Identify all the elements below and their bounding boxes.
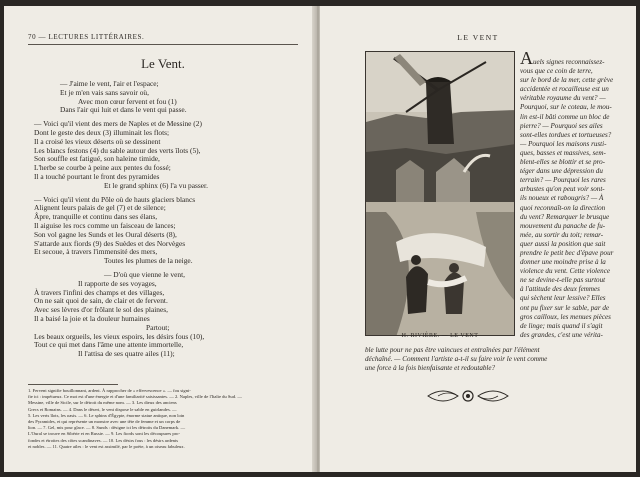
- question-line: prendre le petit bec d'épave pour: [520, 248, 614, 257]
- footnote-line: 5. Les verts îlots, les oasis. — 6. Le sphinx d'Égypte, énorme statue antique, non loin: [28, 412, 185, 418]
- question-line: ne se devine-t-elle pas surtout: [520, 276, 606, 285]
- footnote-line: Messine, ville de Sicile, sur le détroit du même nom. — 3. Les dieux des anciens: [28, 400, 177, 406]
- poem-line: Son vol gagne les Sunds et les Oural déserts (8),: [34, 229, 177, 239]
- header-rule: [28, 44, 298, 45]
- question-line: du vent? Remarquer le brusque: [520, 212, 610, 221]
- footnote-line: lion. — 7. Gel, mis pour glace. — 8. Sunds : désigne ici les détroits du Danemark. —: [28, 425, 186, 431]
- poem-line: Partout;: [146, 322, 170, 332]
- poem-line: Et je m'en vais sans savoir où,: [60, 87, 149, 97]
- right-page: [320, 6, 636, 472]
- drop-cap: A: [520, 48, 533, 68]
- running-head-right: LE VENT: [457, 33, 499, 42]
- poem-line: Il rapporte de ses voyages,: [78, 278, 157, 288]
- poem-line: Il a croisé les vieux déserts où se dessinent: [34, 136, 161, 146]
- question-line: mouvement du panache de fu-: [520, 221, 606, 230]
- question-line: des grandes, c'est une vérita-: [520, 330, 603, 339]
- question-line: de linge; mais quand il s'agit: [520, 321, 603, 330]
- poem-line: L'herbe se courbe à peine aux pentes du fossé;: [34, 163, 171, 173]
- poem-line: Il l'attisa de ses quatre ailes (11);: [78, 349, 175, 359]
- poem-line: Il a touché pourtant le front des pyramides: [34, 171, 160, 181]
- question-line: qui sèchent leur lessive? Elles: [520, 294, 606, 303]
- poem-body: [34, 80, 298, 359]
- question-line: ques, basses et massives, sem-: [520, 148, 606, 157]
- question-line: ils noueux et rabougris? — À: [520, 194, 604, 203]
- illustration-caption: H. RIVIÈRE. — LE VENT: [401, 333, 479, 339]
- left-page: [4, 6, 316, 472]
- decorative-ornament: [418, 384, 518, 408]
- footnote-line: Grecs et Romains. — 4. Dans le désert, le vent dispose le sable en guirlandes. —: [28, 406, 177, 412]
- poem-line: Et secoue, à travers l'immensité des mers,: [34, 247, 158, 257]
- poem-line: On ne sait quoi de sain, de clair et de fervent.: [34, 296, 168, 306]
- footnote-line: 1. Fervent signifie bouillonnant, ardent. À rapprocher de « effervescence ». — fou signi-: [28, 388, 191, 393]
- question-line: gros cailloux, les menues pièces: [520, 312, 611, 321]
- question-line: terrain? — Pourquoi les rares: [520, 176, 606, 185]
- question-line: accidentée et rocailleuse est un: [520, 85, 609, 94]
- poem-line: Avec ses lèvres d'or frôlant le sol des plaines,: [34, 305, 168, 315]
- poem-line: Et le grand sphinx (6) l'a vu passer.: [104, 180, 208, 190]
- running-head-left: 70 — LECTURES LITTÉRAIRES.: [28, 33, 145, 41]
- poem-line: Tout ce qui met dans l'âme une attente immortelle,: [34, 340, 184, 350]
- question-line: donner une moindre prise à la: [520, 258, 606, 267]
- poem-line: Son souffle est fatigué, son haleine timide,: [34, 154, 160, 164]
- question-line: quer aussi la position que sait: [520, 239, 606, 248]
- question-line: une force à la fois bienfaisante et redoutable?: [365, 364, 496, 373]
- question-line: ble lutte pour ne pas être vaincues et entraînées par l'élément: [365, 346, 540, 354]
- poem-line: Toutes les plumes de la neige.: [104, 256, 193, 266]
- question-line: quoi reconnaît-on la direction: [520, 203, 606, 212]
- poem-title: Le Vent.: [141, 56, 185, 71]
- question-line: à l'attitude des deux femmes: [520, 285, 600, 294]
- poem-line: Dont le geste des deux (3) illuminait les flots;: [34, 127, 170, 137]
- poem-line: — Voici qu'il vient du Pôle où de hauts glaciers blancs: [34, 194, 196, 204]
- question-line: sur le bord de la mer, cette grève: [520, 76, 614, 85]
- question-line: — Pourquoi les maisons rusti-: [520, 139, 607, 148]
- poem-line: Il aiguise les rocs comme un faisceau de lances;: [34, 220, 176, 230]
- poem-line: À travers l'infini des champs et des villages,: [34, 287, 165, 297]
- question-line: violence du vent. Cette violence: [520, 267, 611, 276]
- footnote-line: et nobles. — 11. Quatre ailes : le vent est assimilé, par le poète, à un oiseau fabuleux.: [28, 443, 185, 449]
- question-line-text: uels signes reconnaissez-: [533, 58, 605, 66]
- question-line: blent-elles se blottir et se pro-: [520, 158, 606, 167]
- question-line: lin est-il bâti comme un bloc de: [520, 112, 610, 121]
- footnote-line: des Pyramides, et qui représente un monstre avec une tête de femme et un corps de: [28, 419, 181, 425]
- poem-line: Les blancs festons (4) du sable autour des verts îlots (5),: [34, 145, 201, 155]
- footnote-line: fondes et étroites des côtes scandinaves. — 10. Les désirs fous : les désirs ardents: [28, 437, 179, 443]
- question-line: téger dans une dépression du: [520, 167, 603, 176]
- poem-line: — J'aime le vent, l'air et l'espace;: [60, 79, 159, 88]
- poem-line: — D'où que vienne le vent,: [104, 269, 185, 279]
- question-line: sont-elles tordues et tortueuses?: [520, 130, 612, 139]
- footnote-line: L'Oural se trouve en Sibérie et en Russie. — 9. Les fiords sont les découpures pro-: [28, 431, 181, 437]
- poem-line: Âpre, tranquille et continu dans ses élans,: [34, 212, 158, 222]
- poem-line: Dans l'air qui luit et dans le vent qui passe.: [60, 105, 187, 115]
- poem-line: Il a baisé la joie et la douleur humaines: [34, 313, 150, 323]
- question-line: pierre? — Pourquoi ses ailes: [520, 121, 603, 130]
- footnote-rule: [28, 384, 118, 385]
- question-line: ont pu fixer sur le sable, par de: [520, 303, 610, 312]
- question-line: véritable royaume du vent? —: [520, 94, 606, 103]
- poem-line: Les beaux orgueils, les vieux espoirs, les désirs fous (10),: [34, 331, 205, 341]
- poem-line: Avec mon cœur fervent et fou (1): [78, 96, 177, 106]
- footnotes: [28, 384, 300, 450]
- windmill-engraving: [366, 52, 515, 336]
- question-line: mée, au sortir du toit; remar-: [520, 230, 604, 239]
- poem-line: Alignent leurs palais de gel (7) et de silence;: [34, 203, 166, 213]
- question-column: [520, 48, 626, 340]
- question-line: [520, 48, 626, 68]
- question-line: arbustes qu'on peut voir sont-: [520, 185, 605, 194]
- question-line: déchaîné. — Comment l'artiste a-t-il su faire voir le vent comme: [365, 355, 548, 364]
- illustration: [365, 51, 515, 336]
- poem-line: S'attarde aux fiords (9) des Suèdes et des Norvèges: [34, 238, 186, 248]
- question-continued: [365, 346, 627, 373]
- poem-line: — Voici qu'il vient des mers de Naples et de Messine (2): [34, 119, 202, 129]
- question-line: vous que ce coin de terre,: [520, 67, 593, 76]
- footnote-line: fie ici : impétueux. Ce mot est d'une énergie et d'une familiarité saisissantes. — 2. Naples, ville de l'Italie du Sud. —: [28, 394, 242, 400]
- question-line: Pourquoi, sur le coteau, le mou-: [520, 103, 612, 112]
